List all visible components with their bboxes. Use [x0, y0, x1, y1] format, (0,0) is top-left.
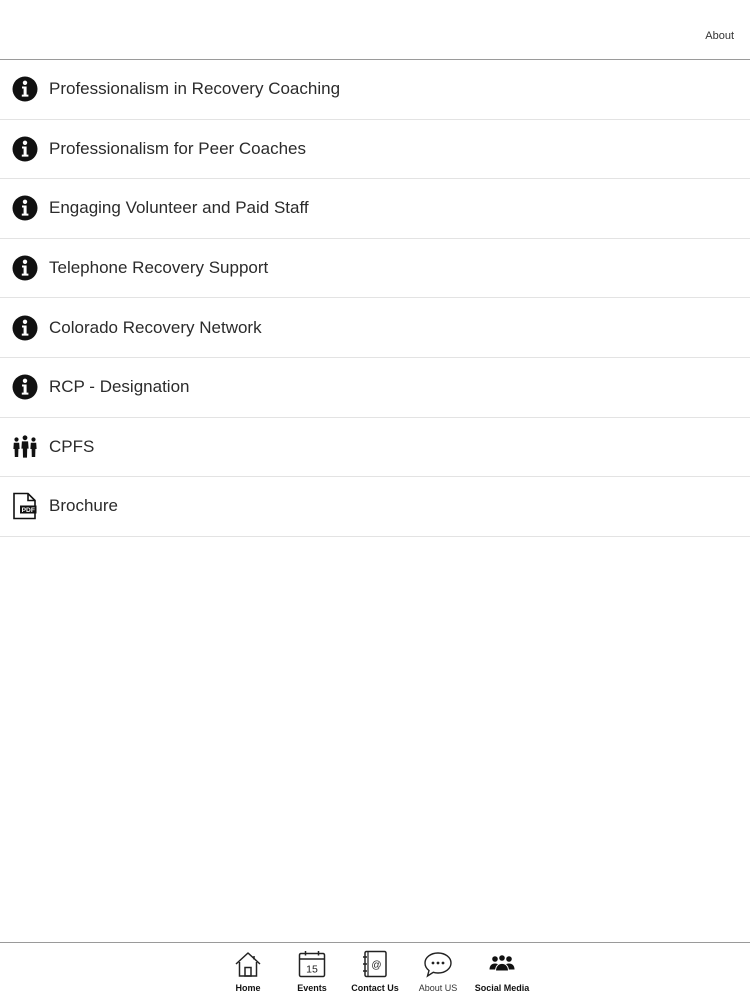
tab-about-us-label: About US [418, 983, 458, 993]
tab-contact-us[interactable] [343, 949, 407, 999]
info-icon [12, 255, 38, 281]
tab-events[interactable] [280, 949, 344, 999]
info-icon [12, 76, 38, 102]
list-item-label: RCP - Designation [49, 377, 190, 397]
info-icon [12, 136, 38, 162]
list-item-label: Professionalism for Peer Coaches [49, 138, 307, 158]
list-item[interactable] [0, 179, 750, 239]
list-item[interactable] [0, 477, 750, 537]
calendar-icon [297, 949, 327, 979]
home-icon [233, 949, 263, 979]
tab-about-us[interactable] [406, 949, 470, 999]
list-item-label: Professionalism in Recovery Coaching [49, 79, 341, 99]
svg-text:@: @ [371, 960, 382, 971]
list-item-label: CPFS [49, 436, 95, 456]
pdf-icon [12, 493, 38, 519]
address-book-icon [360, 949, 390, 979]
top-bar [0, 0, 750, 60]
tab-home[interactable] [216, 949, 280, 999]
svg-text:PDF: PDF [21, 507, 35, 515]
group-icon [487, 949, 517, 979]
tab-social-media[interactable] [470, 949, 534, 999]
menu-list [0, 60, 750, 537]
info-icon [12, 315, 38, 341]
list-item-label: Colorado Recovery Network [49, 317, 262, 337]
list-item-label: Telephone Recovery Support [49, 258, 269, 278]
chat-bubble-icon [423, 949, 453, 979]
bottom-tab-bar [0, 942, 750, 1000]
list-item-label: Brochure [49, 496, 118, 516]
list-item[interactable] [0, 358, 750, 418]
list-item[interactable] [0, 239, 750, 299]
list-item[interactable] [0, 60, 750, 120]
list-item-label: Engaging Volunteer and Paid Staff [49, 198, 309, 218]
list-item[interactable] [0, 418, 750, 478]
list-item[interactable] [0, 298, 750, 358]
info-icon [12, 374, 38, 400]
list-item[interactable] [0, 120, 750, 180]
about-link[interactable]: About [705, 30, 734, 42]
calendar-day: 15 [306, 963, 318, 976]
tab-social-media-label: Social Media [474, 983, 530, 993]
tab-home-label: Home [235, 983, 261, 993]
tab-contact-us-label: Contact Us [351, 983, 399, 993]
people-icon [12, 434, 38, 460]
info-icon [12, 195, 38, 221]
tab-events-label: Events [297, 983, 327, 993]
